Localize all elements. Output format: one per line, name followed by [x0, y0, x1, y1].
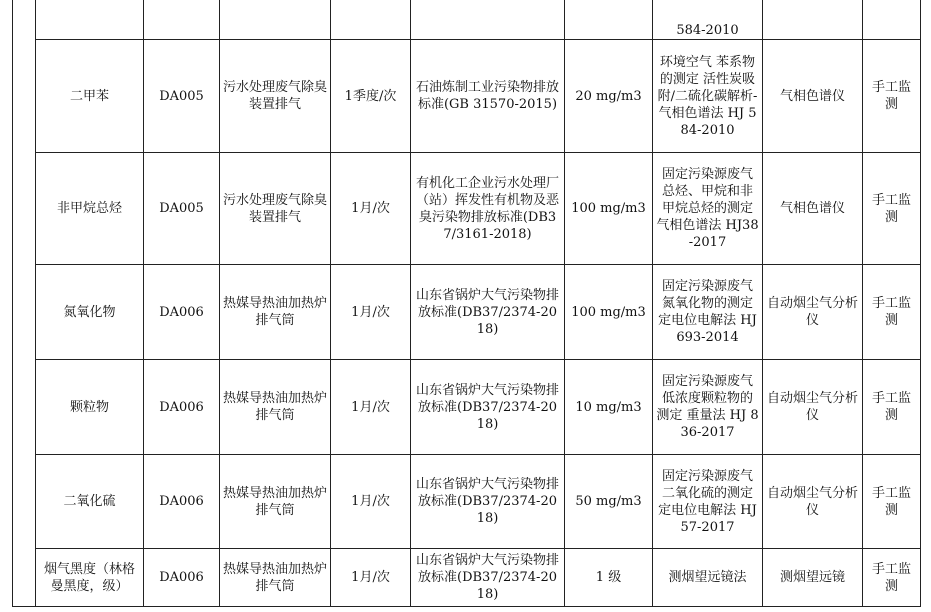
outlet-code-cell: DA006	[144, 265, 220, 360]
method-cell: 测烟望远镜法	[653, 549, 763, 607]
method-cell: 固定污染源废气 二氧化硫的测定 定电位电解法 HJ 57-2017	[653, 455, 763, 549]
monitoring-type-cell: 手工监测	[863, 455, 921, 549]
outlet-name-cell: 热媒导热油加热炉排气筒	[220, 265, 331, 360]
method-cell: 584-2010	[653, 0, 763, 40]
standard-cell: 石油炼制工业污染物排放标准(GB 31570-2015)	[411, 40, 565, 153]
instrument-cell: 测烟望远镜	[763, 549, 863, 607]
standard-cell: 有机化工企业污水处理厂（站）挥发性有机物及恶臭污染物排放标准(DB37/3161-2018)	[411, 153, 565, 265]
standard-cell: 山东省锅炉大气污染物排放标准(DB37/2374-2018)	[411, 455, 565, 549]
instrument-cell: 气相色谱仪	[763, 40, 863, 153]
monitoring-type-cell: 手工监测	[863, 153, 921, 265]
standard-cell: 山东省锅炉大气污染物排放标准(DB37/2374-2018)	[411, 360, 565, 455]
pollutant-cell	[36, 0, 144, 40]
instrument-cell: 自动烟尘气分析仪	[763, 455, 863, 549]
standard-cell: 山东省锅炉大气污染物排放标准(DB37/2374-2018)	[411, 265, 565, 360]
outlet-name-cell: 热媒导热油加热炉排气筒	[220, 360, 331, 455]
pollutant-cell: 二甲苯	[36, 40, 144, 153]
frequency-cell: 1月/次	[331, 265, 411, 360]
instrument-cell: 自动烟尘气分析仪	[763, 360, 863, 455]
method-cell: 固定污染源废气 总烃、甲烷和非甲烷总烃的测定 气相色谱法 HJ38-2017	[653, 153, 763, 265]
outlet-code-cell: DA005	[144, 153, 220, 265]
pollutant-cell: 二氧化硫	[36, 455, 144, 549]
outlet-code-cell: DA006	[144, 360, 220, 455]
outlet-name-cell: 污水处理废气除臭装置排气	[220, 40, 331, 153]
monitoring-type-cell: 手工监测	[863, 549, 921, 607]
outlet-code-cell	[144, 0, 220, 40]
method-cell: 固定污染源废气 低浓度颗粒物的测定 重量法 HJ 836-2017	[653, 360, 763, 455]
frequency-cell: 1月/次	[331, 455, 411, 549]
monitoring-type-cell	[863, 0, 921, 40]
monitoring-type-cell: 手工监测	[863, 40, 921, 153]
table-row	[13, 40, 921, 153]
limit-cell: 1 级	[565, 549, 653, 607]
pollutant-cell: 氮氧化物	[36, 265, 144, 360]
limit-cell	[565, 0, 653, 40]
limit-cell: 50 mg/m3	[565, 455, 653, 549]
outlet-name-cell: 热媒导热油加热炉排气筒	[220, 549, 331, 607]
table-row	[13, 0, 921, 40]
frequency-cell	[331, 0, 411, 40]
table-row	[13, 360, 921, 455]
standard-cell	[411, 0, 565, 40]
limit-cell: 100 mg/m3	[565, 265, 653, 360]
method-cell: 环境空气 苯系物的测定 活性炭吸附/二硫化碳解析-气相色谱法 HJ 584-2010	[653, 40, 763, 153]
table-row	[13, 153, 921, 265]
monitoring-type-cell: 手工监测	[863, 360, 921, 455]
monitoring-type-cell: 手工监测	[863, 265, 921, 360]
instrument-cell: 自动烟尘气分析仪	[763, 265, 863, 360]
outlet-code-cell: DA006	[144, 455, 220, 549]
limit-cell: 20 mg/m3	[565, 40, 653, 153]
instrument-cell: 气相色谱仪	[763, 153, 863, 265]
group-cell	[13, 0, 36, 607]
outlet-name-cell: 污水处理废气除臭装置排气	[220, 153, 331, 265]
table-row	[13, 265, 921, 360]
outlet-code-cell: DA006	[144, 549, 220, 607]
frequency-cell: 1月/次	[331, 549, 411, 607]
pollutant-cell: 非甲烷总烃	[36, 153, 144, 265]
frequency-cell: 1月/次	[331, 360, 411, 455]
standard-cell: 山东省锅炉大气污染物排放标准(DB37/2374-2018)	[411, 549, 565, 607]
frequency-cell: 1月/次	[331, 153, 411, 265]
table-row	[13, 455, 921, 549]
outlet-code-cell: DA005	[144, 40, 220, 153]
frequency-cell: 1季度/次	[331, 40, 411, 153]
pollutant-cell: 颗粒物	[36, 360, 144, 455]
monitoring-table	[12, 0, 921, 607]
outlet-name-cell: 热媒导热油加热炉排气筒	[220, 455, 331, 549]
pollutant-cell: 烟气黑度（林格曼黑度，级）	[36, 549, 144, 607]
limit-cell: 10 mg/m3	[565, 360, 653, 455]
outlet-name-cell	[220, 0, 331, 40]
table-row	[13, 549, 921, 607]
limit-cell: 100 mg/m3	[565, 153, 653, 265]
instrument-cell	[763, 0, 863, 40]
method-cell: 固定污染源废气 氮氧化物的测定 定电位电解法 HJ 693-2014	[653, 265, 763, 360]
